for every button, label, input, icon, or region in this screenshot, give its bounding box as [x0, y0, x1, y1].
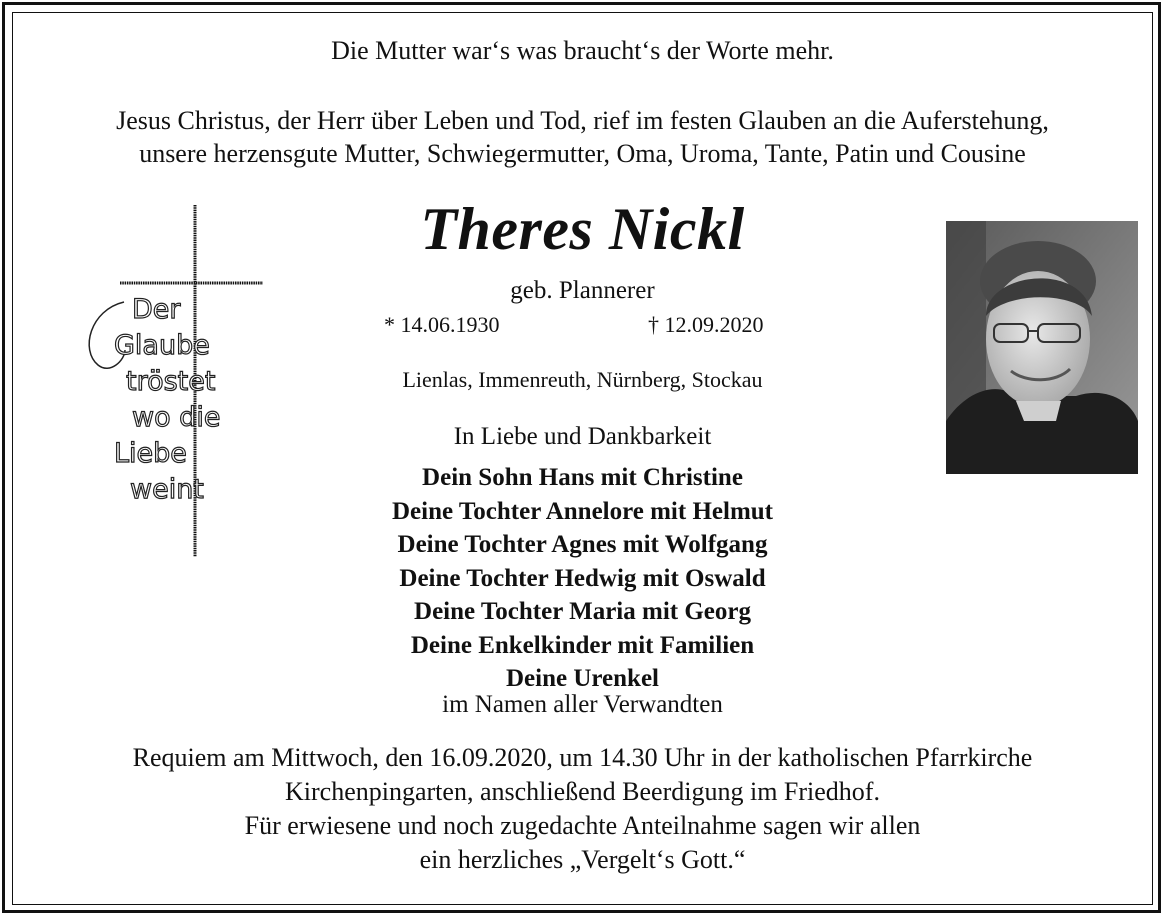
mourners-heading: In Liebe und Dankbarkeit — [453, 423, 712, 450]
death-date: † 12.09.2020 — [648, 312, 764, 337]
poem-word: tröstet — [126, 366, 216, 397]
places: Lienlas, Immenreuth, Nürnberg, Stockau — [402, 367, 763, 392]
maiden-name: geb. Plannerer — [510, 277, 655, 304]
poem-word: Liebe — [114, 438, 187, 469]
mourner-name: Dein Sohn Hans mit Christine — [422, 464, 743, 491]
poem-word: Glaube — [114, 330, 210, 361]
mourner-name: Deine Tochter Annelore mit Helmut — [392, 497, 773, 525]
announcement-line-1: Jesus Christus, der Herr über Leben und Tod, rief im festen Glauben an die Auferstehung, — [116, 106, 1049, 135]
poem-word: wo die — [132, 402, 221, 433]
poem-word: weint — [130, 474, 204, 505]
requiem-line: ein herzliches „Vergelt‘s Gott.“ — [419, 845, 746, 874]
mourner-name: Deine Tochter Hedwig mit Oswald — [399, 564, 766, 592]
birth-date: * 14.06.1930 — [384, 312, 500, 337]
requiem-line: Kirchenpingarten, anschließend Beerdigung im Friedhof. — [285, 777, 880, 806]
mourners-list — [0, 461, 1165, 696]
requiem-line: Requiem am Mittwoch, den 16.09.2020, um 14.30 Uhr in der katholischen Pfarrkirche — [132, 743, 1033, 772]
intro-quote: Die Mutter war‘s was braucht‘s der Worte mehr. — [331, 36, 834, 65]
deceased-name: Theres Nickl — [420, 196, 745, 262]
announcement-line-2: unsere herzensgute Mutter, Schwiegermutter, Oma, Uroma, Tante, Patin und Cousine — [139, 139, 1026, 168]
mourner-name: Deine Urenkel — [506, 665, 659, 692]
requiem-notice — [0, 741, 1165, 877]
mourners-closing: im Namen aller Verwandten — [442, 691, 723, 718]
mourner-name: Deine Enkelkinder mit Familien — [410, 631, 755, 659]
mourner-name: Deine Tochter Maria mit Georg — [414, 598, 751, 625]
poem-word: Der — [132, 294, 181, 325]
mourner-name: Deine Tochter Agnes mit Wolfgang — [397, 531, 768, 558]
requiem-line: Für erwiesene und noch zugedachte Anteilnahme sagen wir allen — [244, 811, 921, 840]
